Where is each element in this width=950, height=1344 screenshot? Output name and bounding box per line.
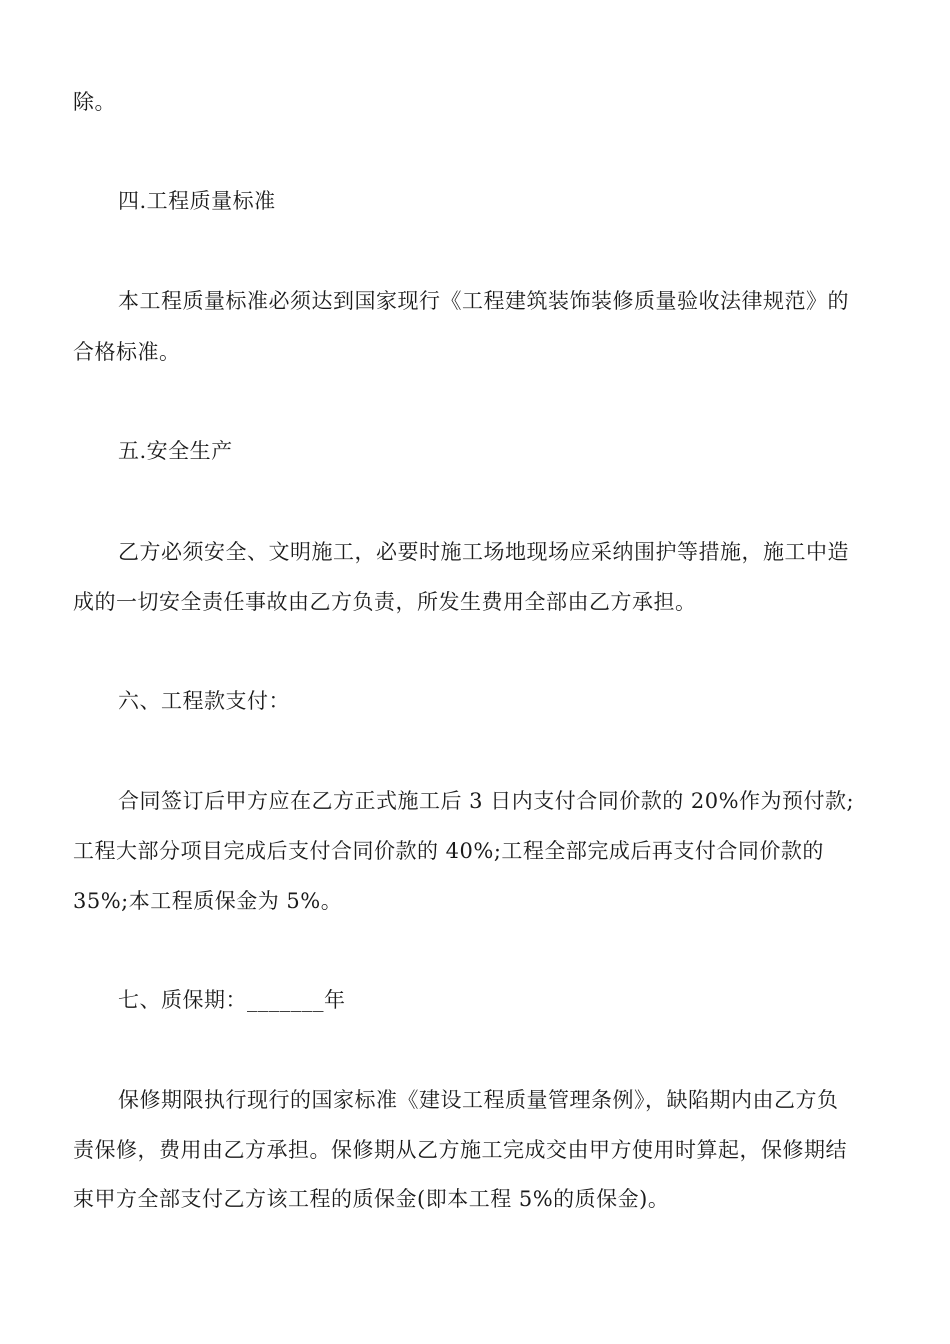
warranty-paragraph-line-2: 责保修，费用由乙方承担。保修期从乙方施工完成交由甲方使用时算起，保修期结 [73, 1138, 847, 1162]
payment-paragraph-line-2: 工程大部分项目完成后支付合同价款的 40%;工程全部完成后再支付合同价款的 [73, 839, 824, 863]
section-heading-safety: 五.安全生产 [118, 439, 233, 463]
warranty-paragraph-line-1: 保修期限执行现行的国家标准《建设工程质量管理条例》，缺陷期内由乙方负 [118, 1088, 839, 1112]
paragraph-tail-line: 除。 [73, 90, 116, 114]
quality-paragraph-line-2: 合格标准。 [73, 340, 181, 364]
payment-paragraph-line-1: 合同签订后甲方应在乙方正式施工后 3 日内支付合同价款的 20%作为预付款; [118, 789, 855, 813]
quality-paragraph-line-1: 本工程质量标准必须达到国家现行《工程建筑装饰装修质量验收法律规范》的 [118, 289, 849, 313]
section-heading-quality: 四.工程质量标准 [118, 189, 276, 213]
section-heading-warranty: 七、质保期：_______年 [118, 988, 346, 1012]
safety-paragraph-line-1: 乙方必须安全、文明施工，必要时施工场地现场应采纳围护等措施，施工中造 [118, 540, 849, 564]
warranty-paragraph-line-3: 束甲方全部支付乙方该工程的质保金(即本工程 5%的质保金)。 [73, 1187, 670, 1211]
safety-paragraph-line-2: 成的一切安全责任事故由乙方负责，所发生费用全部由乙方承担。 [73, 590, 697, 614]
section-heading-payment: 六、工程款支付： [118, 689, 290, 713]
payment-paragraph-line-3: 35%;本工程质保金为 5%。 [73, 889, 343, 913]
